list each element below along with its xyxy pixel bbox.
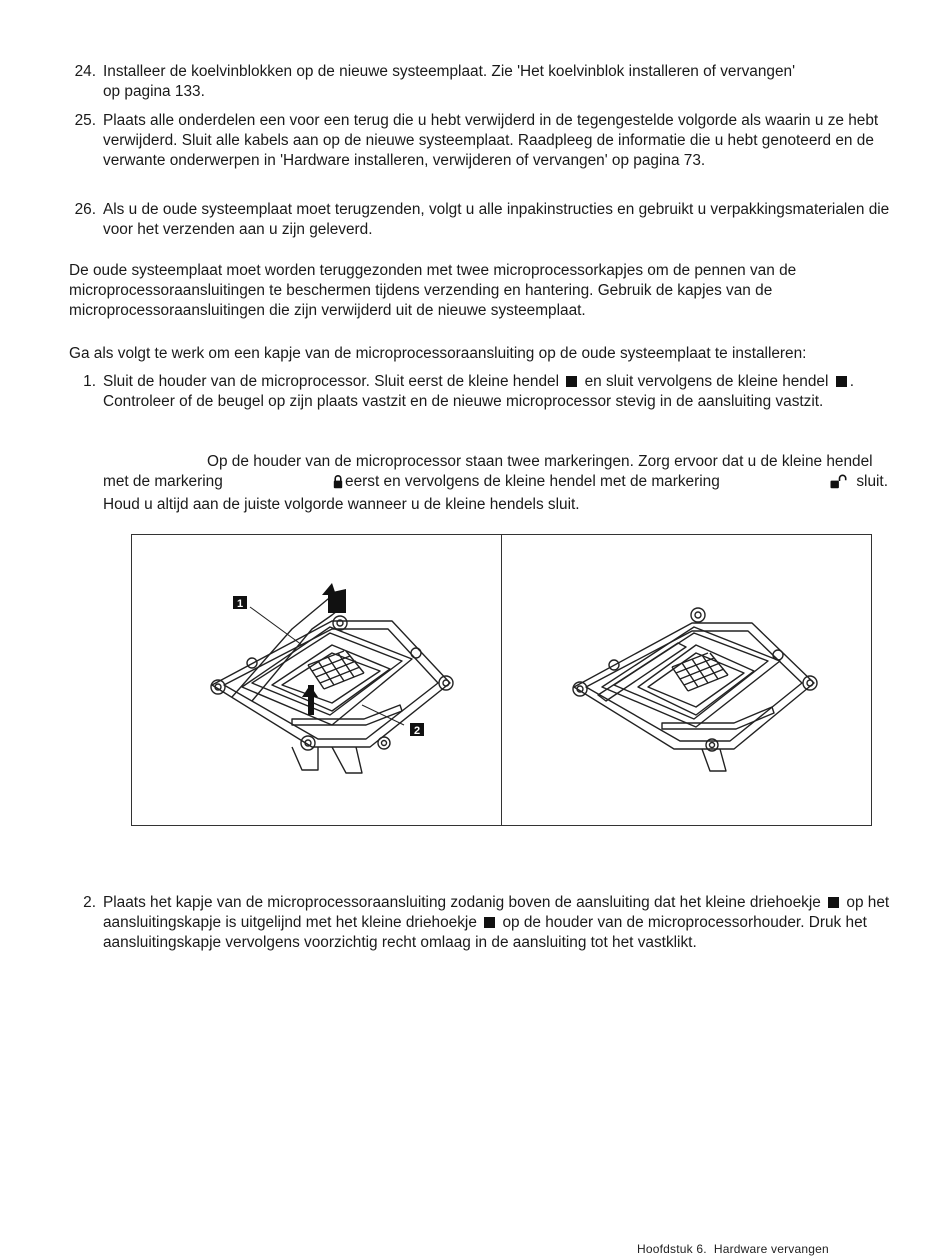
text-run: . Controleer of de beugel op zijn plaats vastzit en de nieuwe microprocessor stevig in de aansluiting vastzit. (103, 373, 854, 410)
list-text (103, 893, 898, 953)
list-item-2 (83, 893, 898, 953)
black-square-icon (566, 376, 577, 387)
text-run: Plaats het kapje van de microprocessoraansluiting zodanig boven de aansluiting dat het kleine driehoekje (103, 894, 821, 911)
socket-illustration-levers (132, 535, 502, 825)
list-number: 25. (74, 112, 96, 129)
text-run: en sluit vervolgens de kleine hendel (584, 373, 829, 390)
callout-1: 1 (236, 598, 244, 610)
figure-socket-illustrations (131, 534, 872, 826)
list-item-1 (83, 372, 898, 412)
list-item-24 (74, 62, 898, 102)
list-text-line: op pagina 133. (103, 83, 205, 100)
callout-2: 2 (413, 725, 421, 737)
black-square-icon (828, 897, 839, 908)
list-number: 2. (83, 894, 96, 911)
padlock-open-icon (726, 474, 850, 495)
list-text: Als u de oude systeemplaat moet terugzenden, volgt u alle inpakinstructies en gebruikt u verpakkingsmaterialen die voor het verzenden aan u zijn geleverd. (103, 201, 890, 238)
footer-title: Hardware vervangen (713, 1242, 829, 1256)
socket-illustration-closed (502, 535, 872, 825)
text-run: Op de houder van de microprocessor staan twee markeringen. Zorg ervoor dat u de kleine hendel met de markering (103, 453, 873, 490)
page-footer (637, 1241, 829, 1257)
paragraph-intro: Ga als volgt te werk om een kapje van de microprocessoraansluiting op de oude systeemplaat te installeren: (69, 345, 807, 362)
figure-panel-closing-levers (132, 535, 501, 825)
padlock-closed-icon (229, 474, 343, 495)
list-number: 1. (83, 373, 96, 390)
list-item-26 (74, 200, 898, 240)
black-square-icon (836, 376, 847, 387)
footer-separator: . (703, 1242, 707, 1256)
text-run: op de houder van de microprocessorhouder. Druk het aansluitingskapje vervolgens voorzichtig recht omlaag in de aansluiting tot het vastklikt. (103, 914, 867, 951)
list-item-25 (74, 111, 898, 171)
list-text (103, 372, 898, 412)
text-run: sluit. Houd u altijd aan de juiste volgorde wanneer u de kleine hendels sluit. (103, 473, 888, 513)
list-text-line: Installeer de koelvinblokken op de nieuwe systeemplaat. Zie 'Het koelvinblok installeren of vervangen' (103, 63, 796, 80)
text-run: eerst en vervolgens de kleine hendel met de markering (345, 473, 720, 490)
footer-chapter: Hoofdstuk 6 (637, 1242, 704, 1256)
figure-panel-closed-socket (501, 535, 871, 825)
list-number: 26. (74, 201, 96, 218)
text-run: op het aansluitingskapje is uitgelijnd met het kleine driehoekje (103, 894, 890, 931)
step1-note (103, 452, 898, 515)
paragraph-return-info: De oude systeemplaat moet worden teruggezonden met twee microprocessorkapjes om de pennen van de microprocessoraansluitingen te beschermen tijdens verzending en hantering. Gebruik de kapjes van de microprocessoraansluitingen die zijn verwijderd uit de nieuwe systeemplaat. (69, 262, 797, 319)
list-number: 24. (74, 63, 96, 80)
list-text: Plaats alle onderdelen een voor een terug die u hebt verwijderd in de tegengestelde volgorde als waarin u ze hebt verwijderd. Sluit alle kabels aan op de nieuwe systeemplaat. Raadpleeg de informatie die u hebt genoteerd en de verwante onderwerpen in 'Hardware installeren, verwijderen of vervangen' op pagina 73. (103, 112, 879, 169)
black-square-icon (484, 917, 495, 928)
list-text (103, 62, 898, 102)
text-run: Sluit de houder van de microprocessor. Sluit eerst de kleine hendel (103, 373, 559, 390)
